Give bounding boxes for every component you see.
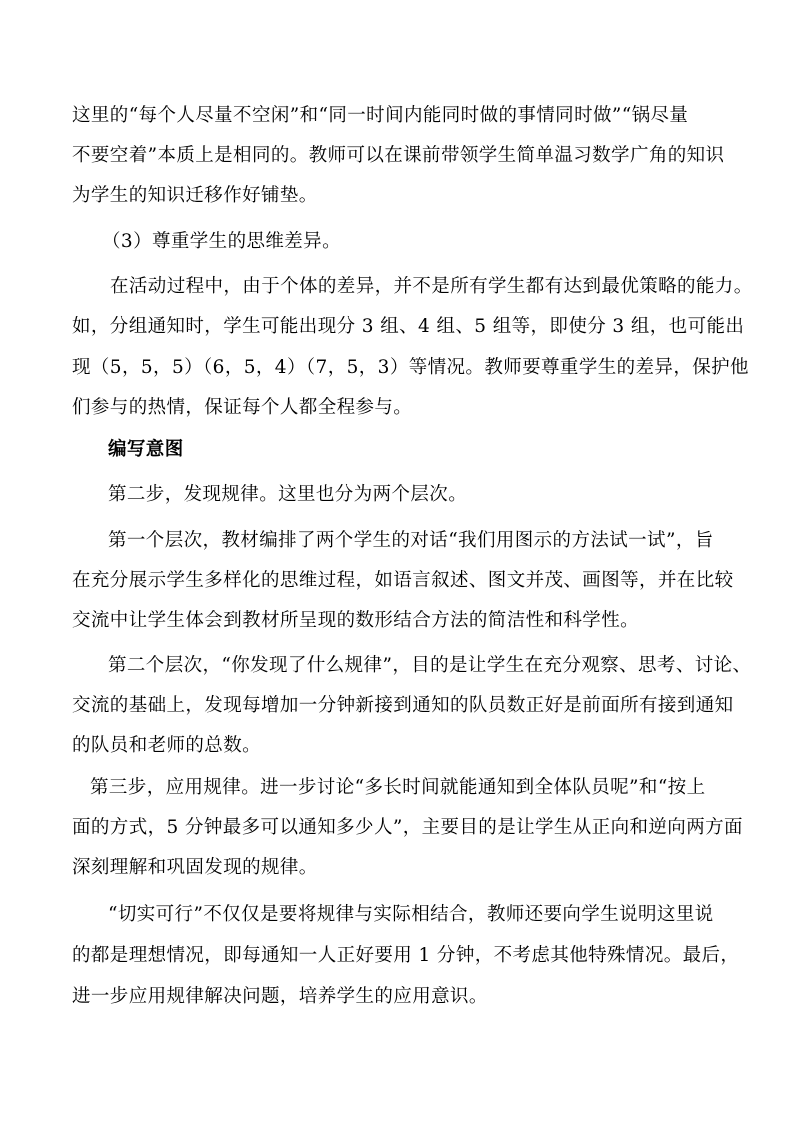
paragraph-line: 不要空着”本质上是相同的。教师可以在课前带领学生简单温习数学广角的知识 xyxy=(72,145,725,166)
paragraph-line: 的队员和老师的总数。 xyxy=(72,735,262,756)
paragraph-line: 交流的基础上，发现每增加一分钟新接到通知的队员数正好是前面所有接到通知 xyxy=(72,695,734,716)
paragraph-line: 的都是理想情况，即每通知一人正好要用 1 分钟，不考虑其他特殊情况。最后， xyxy=(72,945,740,966)
paragraph-line: 第一个层次，教材编排了两个学生的对话“我们用图示的方法试一试”，旨 xyxy=(108,530,714,551)
paragraph-line: 为学生的知识迁移作好铺垫。 xyxy=(72,185,318,206)
paragraph-line: 第二个层次，“你发现了什么规律”，目的是让学生在充分观察、思考、讨论、 xyxy=(108,655,752,676)
paragraph-line: 如，分组通知时，学生可能出现分 3 组、4 组、5 组等，即使分 3 组，也可能出 xyxy=(72,316,745,337)
paragraph-line: 交流中让学生体会到教材所呈现的数形结合方法的简洁性和科学性。 xyxy=(72,610,640,631)
paragraph-line: 们参与的热情，保证每个人都全程参与。 xyxy=(72,397,413,418)
paragraph-line: “切实可行”不仅仅是要将规律与实际相结合，教师还要向学生说明这里说 xyxy=(108,904,714,925)
paragraph-line: 第三步，应用规律。进一步讨论“多长时间就能通知到全体队员呢”和“按上 xyxy=(90,777,706,798)
paragraph-line: 第二步，发现规律。这里也分为两个层次。 xyxy=(108,484,468,505)
paragraph-line: 深刻理解和巩固发现的规律。 xyxy=(72,857,318,878)
paragraph-line: 进一步应用规律解决问题，培养学生的应用意识。 xyxy=(72,986,488,1007)
section-title: 编写意图 xyxy=(108,439,184,460)
paragraph-line: 面的方式，5 分钟最多可以通知多少人”，主要目的是让学生从正向和逆向两方面 xyxy=(72,817,743,838)
section-heading: （3）尊重学生的思维差异。 xyxy=(102,231,341,252)
paragraph-line: 在活动过程中，由于个体的差异，并不是所有学生都有达到最优策略的能力。 xyxy=(110,276,753,297)
paragraph-line: 在充分展示学生多样化的思维过程，如语言叙述、图文并茂、画图等，并在比较 xyxy=(72,570,734,591)
paragraph-line: 这里的“每个人尽量不空闲”和“同一时间内能同时做的事情同时做”“锅尽量 xyxy=(72,105,689,126)
paragraph-line: 现（5，5，5）（6，5，4）（7，5，3）等情况。教师要尊重学生的差异，保护他 xyxy=(72,357,749,378)
